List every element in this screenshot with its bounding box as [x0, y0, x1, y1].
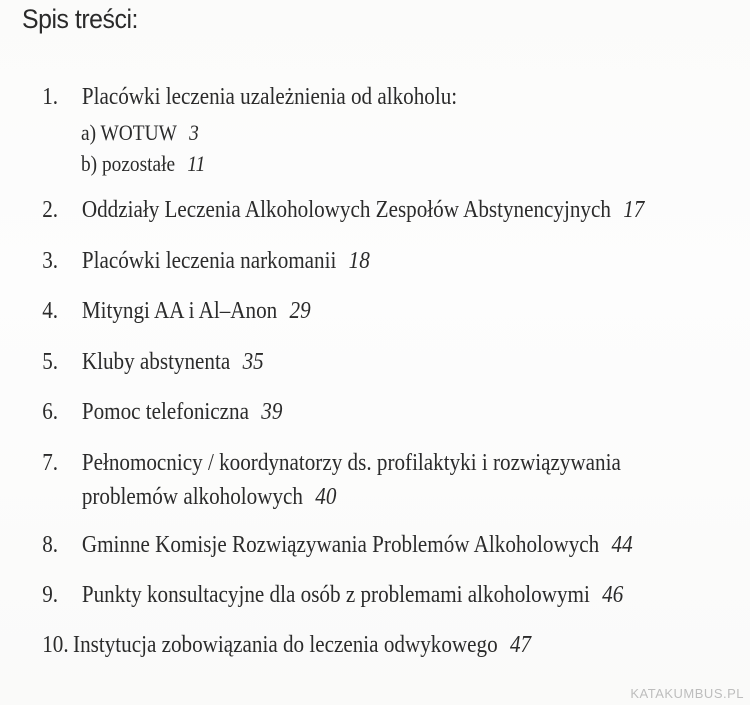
document-title: Spis treści: [22, 4, 138, 34]
toc-entry-text: Instytucja zobowiązania do leczenia odwykowego [73, 632, 498, 658]
toc-entry-text: Pomoc telefoniczna [81, 399, 249, 425]
toc-entry-page: 18 [348, 248, 370, 274]
toc-entry-page: 35 [242, 349, 264, 375]
toc-entry-number: 6. [42, 399, 59, 425]
toc-entry-page: 29 [289, 298, 311, 324]
watermark-text: KATAKUMBUS.PL [630, 686, 744, 701]
toc-entry-text: Mityngi AA i Al–Anon [81, 298, 278, 324]
toc-entry-number: 9. [42, 582, 59, 608]
toc-entry-text: Placówki leczenia narkomanii [81, 248, 337, 274]
toc-entry-text: Oddziały Leczenia Alkoholowych Zespołów Abstynencyjnych [81, 197, 611, 223]
toc-subentry-b [81, 148, 205, 180]
toc-entry-text: Punkty konsultacyjne dla osób z problemami alkoholowymi [81, 582, 590, 608]
toc-subentry-text: a) WOTUW [81, 120, 177, 145]
toc-subentry-text: b) pozostałe [81, 151, 176, 176]
toc-entry-page: 17 [623, 197, 645, 223]
toc-entry-page: 44 [611, 532, 633, 558]
toc-subentry-a [81, 117, 199, 149]
toc-entry-text: Kluby abstynenta [81, 349, 231, 375]
toc-entry-number: 4. [42, 298, 59, 324]
toc-entry-page: 40 [315, 484, 337, 510]
toc-entry-number: 3. [42, 248, 59, 274]
toc-entry-text: Placówki leczenia uzależnienia od alkoholu: [81, 84, 458, 110]
toc-entry-number: 7. [42, 450, 59, 476]
toc-entry-number: 1. [42, 84, 59, 110]
toc-entry-text: Pełnomocnicy / koordynatorzy ds. profilaktyki i rozwiązywania [81, 450, 621, 476]
toc-entry-number: 5. [42, 349, 59, 375]
toc-subentry-page: 3 [189, 120, 199, 145]
toc-subentry-page: 11 [187, 151, 206, 176]
toc-entry-number: 2. [42, 197, 59, 223]
toc-entry-number: 8. [42, 532, 59, 558]
toc-entry-page: 39 [261, 399, 283, 425]
toc-entry-page: 46 [602, 582, 624, 608]
toc-entry-number: 10. [42, 632, 69, 658]
toc-entry-text: Gminne Komisje Rozwiązywania Problemów Alkoholowych [81, 532, 600, 558]
toc-entry-text-line2: problemów alkoholowych [81, 484, 303, 510]
toc-entry-page: 47 [509, 632, 532, 658]
